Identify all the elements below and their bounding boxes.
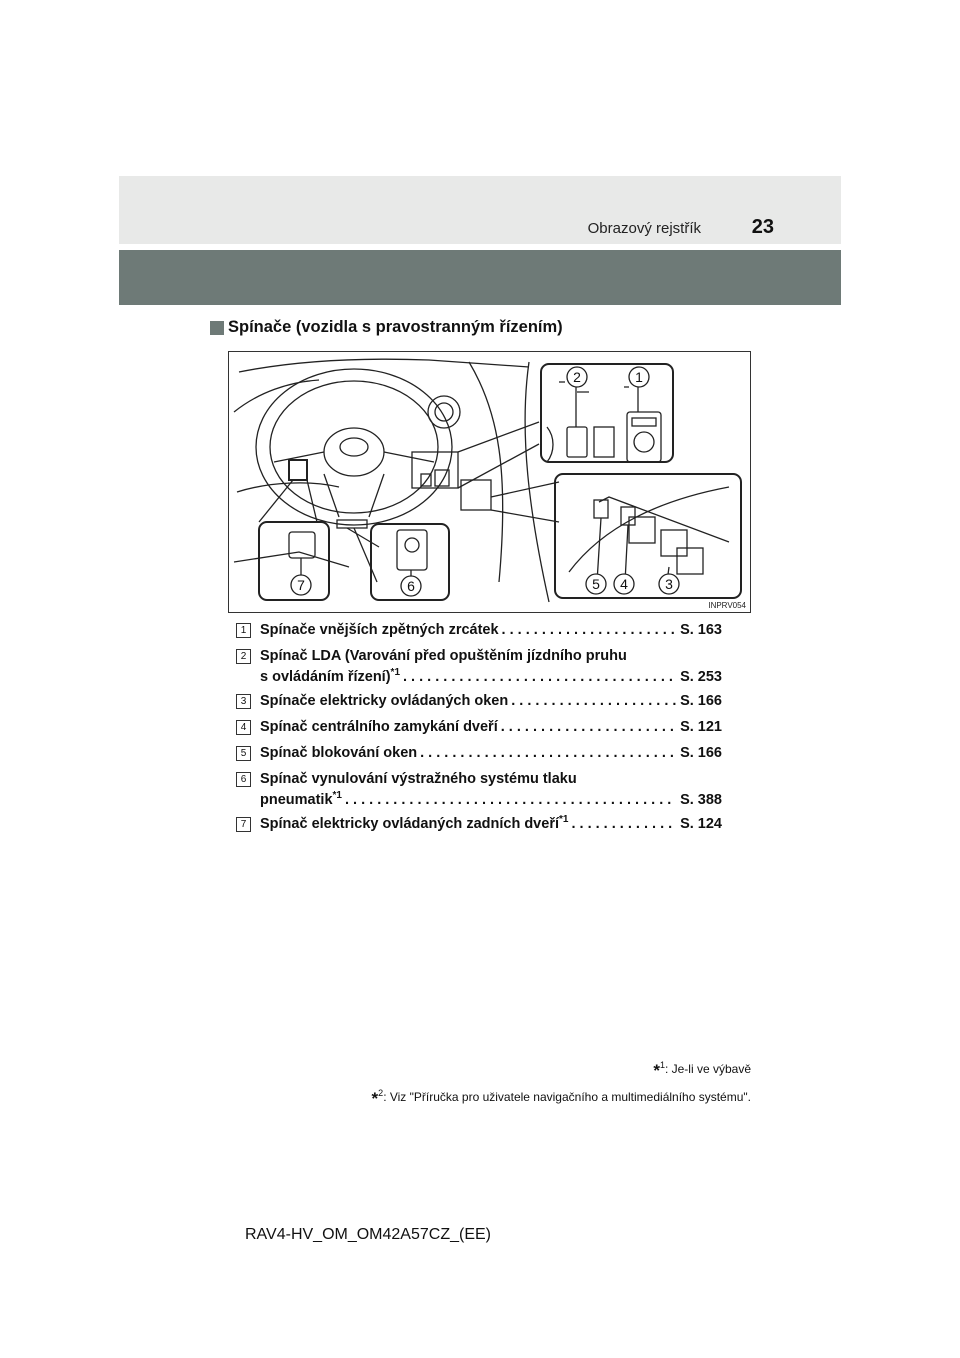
item-label: pneumatik: [260, 792, 333, 808]
page-heading: [210, 318, 563, 337]
item-label: Spínače vnějších zpětných zrcátek: [260, 622, 499, 638]
section-band: [119, 250, 841, 305]
steering-wheel-shape: [256, 369, 452, 525]
cockpit-illustration: [228, 351, 751, 613]
item-page-link[interactable]: S. 121: [680, 719, 722, 735]
heading-square-icon: [210, 321, 224, 335]
section-title: Obrazový rejstřík: [587, 220, 701, 237]
item-page-link[interactable]: S. 388: [680, 792, 722, 808]
footnote-1: *$^1$: Je-li ve výbavě: [653, 1060, 751, 1080]
svg-text:7: 7: [297, 577, 305, 593]
svg-text:5: 5: [592, 576, 600, 592]
item-number: 7: [236, 817, 251, 832]
item-number: 6: [236, 772, 251, 787]
cockpit-drawing: [229, 352, 750, 612]
item-page-link[interactable]: S. 163: [680, 622, 722, 638]
item-number: 1: [236, 623, 251, 638]
callout-6-icon: [401, 576, 421, 596]
footnotes: [372, 1054, 751, 1110]
callout-7-icon: [291, 575, 311, 595]
svg-text:2: 2: [573, 369, 581, 385]
item-number: 5: [236, 746, 251, 761]
item-page-link[interactable]: S. 124: [680, 816, 722, 832]
item-label: Spínač blokování oken: [260, 745, 418, 761]
footnote-2: *$^2$: Viz "Příručka pro uživatele navigačního a multimediálního systému".: [371, 1088, 751, 1108]
svg-text:4: 4: [620, 576, 628, 592]
callout-3-icon: [659, 574, 679, 594]
callout-5-icon: [586, 574, 606, 594]
item-label: Spínač LDA (Varování před opuštěním jízdního pruhu: [260, 648, 627, 664]
svg-text:1: 1: [635, 369, 643, 385]
item-number: 2: [236, 649, 251, 664]
item-page-link[interactable]: S. 166: [680, 745, 722, 761]
page-number: 23: [751, 216, 774, 238]
callout-1-icon: [629, 367, 649, 387]
item-label: Spínač vynulování výstražného systému tlaku: [260, 771, 577, 787]
callout-4-icon: [614, 574, 634, 594]
item-page-link[interactable]: S. 166: [680, 693, 722, 709]
footnote-marker: *1: [332, 790, 342, 802]
figure-code: INPRV054: [708, 601, 746, 610]
footnote-marker: *1: [390, 667, 400, 679]
item-label: s ovládáním řízení): [260, 669, 391, 685]
heading-text: Spínače (vozidla s pravostranným řízením): [228, 318, 563, 336]
item-page-link[interactable]: S. 253: [680, 669, 722, 685]
callout-2-icon: [567, 367, 587, 387]
svg-text:3: 3: [665, 576, 673, 592]
document-code: RAV4-HV_OM_OM42A57CZ_(EE): [245, 1226, 491, 1243]
svg-text:6: 6: [407, 578, 415, 594]
footnote-marker: *1: [559, 814, 569, 826]
item-label: Spínač centrálního zamykání dveří: [260, 719, 498, 735]
item-number: 4: [236, 720, 251, 735]
item-number: 3: [236, 694, 251, 709]
item-label: Spínače elektricky ovládaných oken: [260, 693, 509, 709]
item-label: Spínač elektricky ovládaných zadních dveří: [260, 816, 559, 832]
header-band: [119, 176, 841, 244]
